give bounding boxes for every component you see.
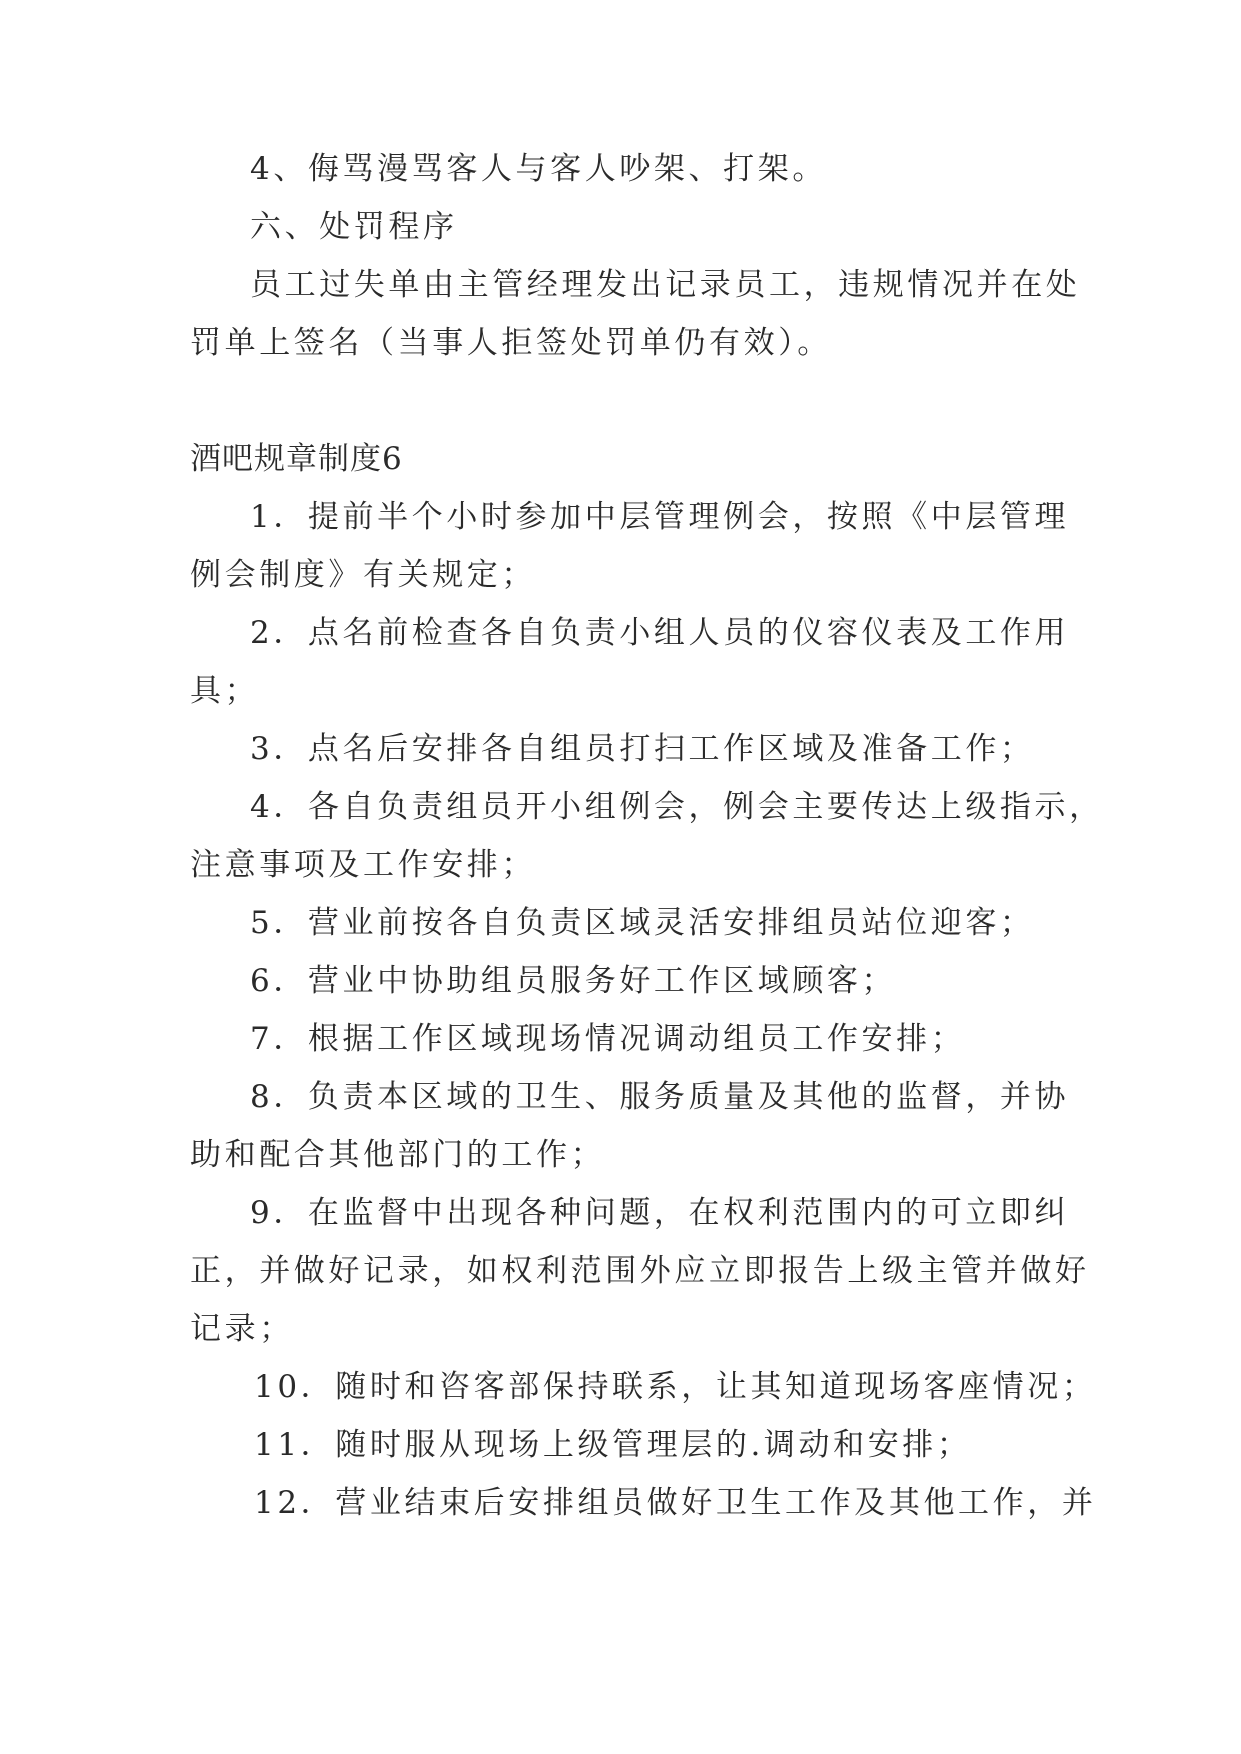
rule-line-12: 12．营业结束后安排组员做好卫生工作及其他工作，并 (254, 1485, 1097, 1521)
rule-line-9-cont2: 记录； (190, 1311, 294, 1347)
rule-line-8-cont: 助和配合其他部门的工作； (190, 1137, 606, 1173)
section-heading-penalty-procedure: 六、处罚程序 (250, 209, 458, 245)
rule-line-7: 7．根据工作区域现场情况调动组员工作安排； (250, 1021, 966, 1057)
rule-line-8: 8．负责本区域的卫生、服务质量及其他的监督，并协 (250, 1079, 1070, 1115)
rule-line-1-cont: 例会制度》有关规定； (190, 557, 536, 593)
rule-line-6: 6．营业中协助组员服务好工作区域顾客； (250, 963, 897, 999)
document-title: 酒吧规章制度6 (190, 441, 403, 477)
rule-line-10: 10．随时和咨客部保持联系，让其知道现场客座情况； (254, 1369, 1097, 1405)
rule-item-4: 4、侮骂漫骂客人与客人吵架、打架。 (250, 151, 827, 187)
blank-line (190, 372, 1055, 430)
rule-line-3: 3．点名后安排各自组员打扫工作区域及准备工作； (250, 731, 1035, 767)
rule-line-11: 11．随时服从现场上级管理层的.调动和安排； (254, 1427, 972, 1463)
paragraph-line: 员工过失单由主管经理发出记录员工，违规情况并在处 (250, 267, 1081, 303)
rule-line-1: 1．提前半个小时参加中层管理例会，按照《中层管理 (250, 499, 1070, 535)
rule-line-5: 5．营业前按各自负责区域灵活安排组员站位迎客； (250, 905, 1035, 941)
paragraph-line: 罚单上签名（当事人拒签处罚单仍有效）。 (190, 325, 832, 361)
rule-line-9: 9．在监督中出现各种问题，在权利范围内的可立即纠 (250, 1195, 1070, 1231)
rule-line-2: 2．点名前检查各自负责小组人员的仪容仪表及工作用 (250, 615, 1070, 651)
rule-line-9-cont: 正，并做好记录，如权利范围外应立即报告上级主管并做好 (190, 1253, 1090, 1289)
rule-line-4: 4．各自负责组员开小组例会，例会主要传达上级指示， (250, 789, 1104, 825)
rule-line-4-cont: 注意事项及工作安排； (190, 847, 536, 883)
rule-line-2-cont: 具； (190, 673, 260, 709)
document-page (190, 140, 1104, 1532)
